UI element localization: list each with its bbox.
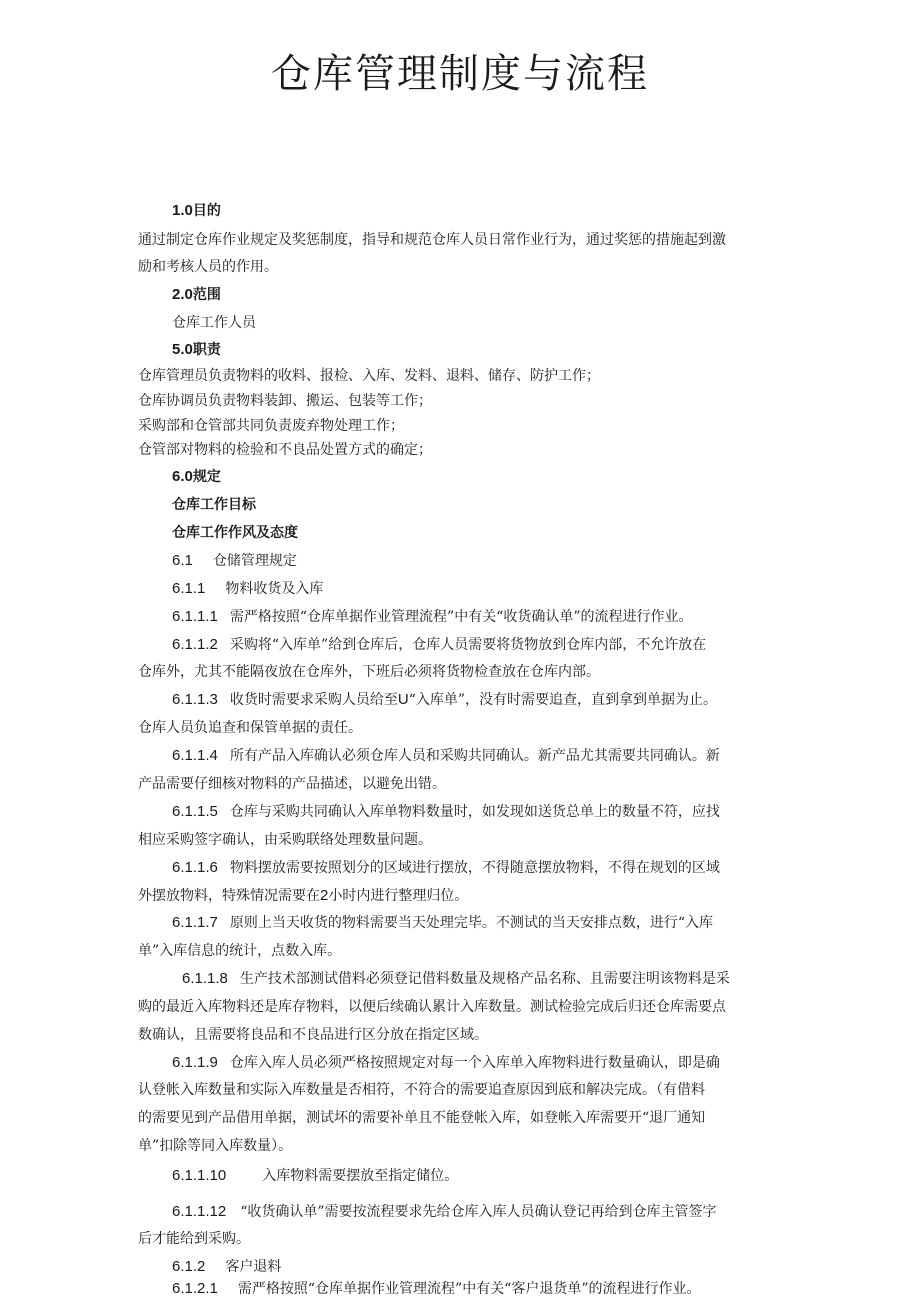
clause-text: 生产技术部测试借料必须登记借料数量及规格产品名称、且需要注明该物料是采 — [239, 971, 730, 987]
paragraph-line: 单”扣除等同入库数量）。 — [138, 1138, 293, 1154]
number-2: 2 — [320, 887, 329, 904]
clause-6-1-1-10 — [172, 1166, 458, 1186]
clause-number: 6.1.1.9 — [172, 1054, 218, 1071]
paragraph-line: 仓库外，尤其不能隔夜放在仓库外，下班后必须将货物检查放在仓库内部。 — [138, 664, 600, 680]
subheading-goal: 仓库工作目标 — [172, 497, 256, 513]
section-heading-purpose — [172, 201, 221, 221]
paragraph-line — [138, 886, 468, 906]
paragraph-line: 购的最近入库物料还是库存物料，以便后续确认累计入库数量。测试检验完成后归还仓库需要点 — [138, 999, 726, 1015]
clause-6-1-2-1 — [172, 1279, 701, 1299]
clause-6-1-1-3 — [172, 690, 717, 710]
clause-6-1-2 — [172, 1257, 281, 1277]
paragraph-line: 产品需要仔细核对物料的产品描述，以避免出错。 — [138, 776, 446, 792]
clause-number: 6.1.2 — [172, 1258, 206, 1275]
duty-item: 仓库管理员负责物料的收料、报检、入库、发料、退料、储存、防护工作； — [138, 368, 600, 384]
section-label: 范围 — [192, 287, 221, 303]
paragraph-line: 相应采购签字确认，由采购联络处理数量问题。 — [138, 832, 432, 848]
clause-number: 6.1.1.8 — [182, 970, 228, 987]
paragraph-line: 励和考核人员的作用。 — [138, 259, 278, 275]
clause-6-1-1-4 — [172, 746, 720, 766]
clause-text: 所有产品入库确认必须仓库人员和采购共同确认。新产品尤其需要共同确认。新 — [229, 748, 720, 764]
letter-u: U — [397, 691, 409, 708]
clause-6-1-1-2 — [172, 635, 706, 655]
paragraph-line: 后才能给到采购。 — [138, 1231, 250, 1247]
section-label: 职责 — [192, 342, 221, 358]
section-label: 目的 — [192, 203, 221, 219]
clause-6-1-1-9 — [172, 1053, 720, 1073]
clause-number: 6.1.1.2 — [172, 636, 218, 653]
paragraph-text: 外摆放物料，特殊情况需要在 — [138, 888, 320, 904]
clause-number: 6.1.1.5 — [172, 803, 218, 820]
section-number: 5.0 — [172, 341, 193, 358]
clause-6-1-1-7 — [172, 913, 713, 933]
clause-number: 6.1.1.7 — [172, 914, 218, 931]
clause-text: 客户退料 — [225, 1259, 282, 1275]
clause-text: 收货时需要求采购人员给至 — [229, 692, 398, 708]
duty-item: 仓库协调员负责物料装卸、搬运、包装等工作； — [138, 393, 432, 409]
paragraph-line: 的需要见到产品借用单据，测试坏的需要补单且不能登帐入库，如登帐入库需要开“退厂通知 — [138, 1110, 706, 1126]
clause-6-1-1-6 — [172, 858, 720, 878]
clause-text: 入库物料需要摆放至指定储位。 — [262, 1168, 459, 1184]
duty-item: 仓管部对物料的检验和不良品处置方式的确定； — [138, 442, 432, 458]
clause-6-1-1-8 — [182, 969, 730, 989]
clause-number: 6.1.1.3 — [172, 691, 218, 708]
duty-item: 采购部和仓管部共同负责废弃物处理工作； — [138, 418, 404, 434]
clause-number: 6.1.1.6 — [172, 859, 218, 876]
paragraph-text: 小时内进行整理归位。 — [328, 888, 469, 904]
section-heading-duties — [172, 340, 221, 360]
paragraph-line: 通过制定仓库作业规定及奖惩制度，指导和规范仓库人员日常作业行为，通过奖惩的措施起到激 — [138, 232, 726, 248]
section-number: 2.0 — [172, 286, 193, 303]
section-heading-scope — [172, 285, 221, 305]
paragraph-line: 数确认，且需要将良品和不良品进行区分放在指定区域。 — [138, 1027, 488, 1043]
clause-6-1-1-5 — [172, 802, 720, 822]
clause-text: 需严格按照“仓库单据作业管理流程”中有关“客户退货单”的流程进行作业。 — [237, 1281, 701, 1297]
clause-text: “入库单”，没有时需要追查，直到拿到单据为止。 — [408, 692, 718, 708]
clause-6-1-1 — [172, 579, 323, 599]
clause-text: “收货确认单”需要按流程要求先给仓库入库人员确认登记再给到仓库主管签字 — [240, 1204, 717, 1220]
clause-text: 仓库入库人员必须严格按照规定对每一个入库单入库物料进行数量确认，即是确 — [229, 1055, 720, 1071]
section-heading-rules — [172, 467, 221, 487]
clause-number: 6.1.1.12 — [172, 1203, 227, 1220]
clause-number: 6.1.2.1 — [172, 1280, 218, 1297]
clause-text: 物料摆放需要按照划分的区域进行摆放，不得随意摆放物料，不得在规划的区域 — [229, 860, 720, 876]
clause-text: 采购将“入库单”给到仓库后，仓库人员需要将货物放到仓库内部，不允许放在 — [229, 637, 707, 653]
clause-number: 6.1.1.4 — [172, 747, 218, 764]
subheading-style: 仓库工作作风及态度 — [172, 525, 298, 541]
section-number: 6.0 — [172, 468, 193, 485]
clause-text: 需严格按照“仓库单据作业管理流程”中有关“收货确认单”的流程进行作业。 — [229, 609, 693, 625]
paragraph-line: 仓库人员负追查和保管单据的责任。 — [138, 720, 362, 736]
paragraph-line: 认登帐入库数量和实际入库数量是否相符，不符合的需要追查原因到底和解决完成。（有借料 — [138, 1082, 705, 1098]
paragraph-line: 单”入库信息的统计，点数入库。 — [138, 943, 342, 959]
clause-text: 物料收货及入库 — [225, 581, 324, 597]
section-number: 1.0 — [172, 202, 193, 219]
clause-text: 仓库与采购共同确认入库单物料数量时，如发现如送货总单上的数量不符，应找 — [229, 804, 720, 820]
clause-text: 原则上当天收货的物料需要当天处理完毕。不测试的当天安排点数，进行“入库 — [229, 915, 714, 931]
clause-6-1 — [172, 551, 297, 571]
clause-number: 6.1 — [172, 552, 193, 569]
clause-number: 6.1.1.1 — [172, 608, 218, 625]
clause-number: 6.1.1.10 — [172, 1167, 227, 1184]
section-label: 规定 — [192, 469, 221, 485]
clause-6-1-1-12 — [172, 1202, 717, 1222]
document-title: 仓库管理制度与流程 — [271, 51, 649, 97]
clause-6-1-1-1 — [172, 607, 693, 627]
clause-text: 仓储管理规定 — [212, 553, 297, 569]
clause-number: 6.1.1 — [172, 580, 206, 597]
paragraph-line: 仓库工作人员 — [172, 315, 256, 331]
